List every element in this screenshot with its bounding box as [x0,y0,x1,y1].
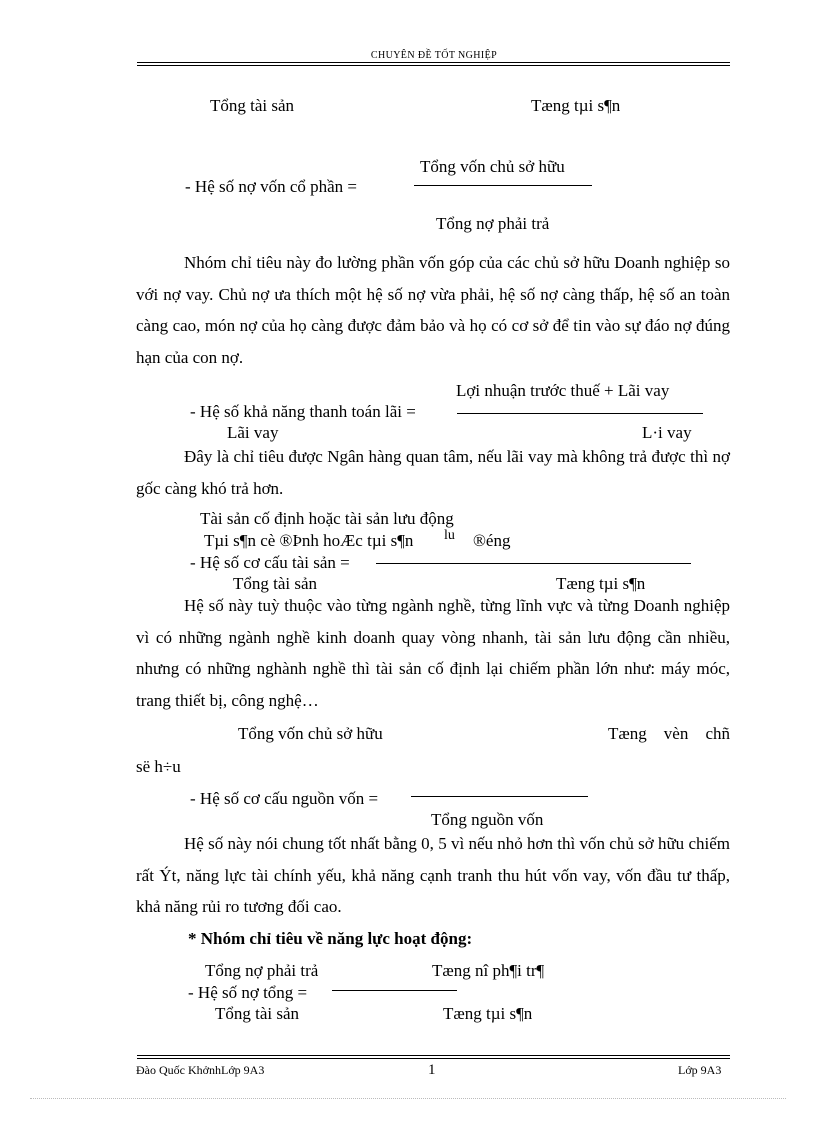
header-rule-top [137,62,730,63]
f4-fraction-line [411,796,588,797]
page-break-line [30,1098,786,1099]
paragraph-1 [136,247,730,373]
f5-numerator-alt: Tæng nî ph¶i tr¶ [432,961,545,980]
paragraph-3 [136,590,730,716]
paragraph-4-text: Hệ số này nói chung tốt nhất bằng 0, 5 vì nếu nhỏ hơn thì vốn chủ sở hữu chiếm rất Ýt, năng lực tài chính yếu, khả năng cạnh tranh thu hút vốn vay, vốn đầu tư thấp, khả năng rủi ro tương đối cao. [136,834,730,916]
f4-numerator-alt-b: së h÷u [136,757,181,776]
f4-numerator-alt-a: Tæng vèn chñ [608,724,730,743]
f3-numerator-alt-a: Tµi s¶n cè ®Þnh hoÆc tµi s¶n [204,531,414,550]
f2-numerator: Lợi nhuận trước thuế + Lãi vay [456,381,670,400]
paragraph-3-text: Hệ số này tuỳ thuộc vào từng ngành nghề, từng lĩnh vực và từng Doanh nghiệp vì có những ngành nghề kinh doanh quay vòng nhanh, tài sản lưu động cần nhiều, nhưng có những nghành nghề thì tài sản cố định lại chiếm phần lớn như: máy móc, trang thiết bị, công nghệ… [136,596,730,710]
f1-numerator: Tổng vốn chủ sở hữu [420,157,565,176]
f2-label: - Hệ số khả năng thanh toán lãi = [190,402,416,421]
f4-numerator: Tổng vốn chủ sở hữu [238,724,383,743]
f3-numerator-alt-b: lu [444,528,455,543]
page-number: 1 [428,1062,436,1078]
f1-fraction-line [414,185,592,186]
f5-label: - Hệ số nợ tổng = [188,983,308,1002]
f1-label: - Hệ số nợ vốn cổ phần = [185,177,358,196]
footer-rule-top [137,1055,730,1056]
f2-denominator-left: Lãi vay [227,423,279,442]
f2-denominator-right: L·i vay [642,423,692,442]
footer-rule-bottom [137,1058,730,1059]
f1-denominator: Tổng nợ phải trả [436,214,550,233]
f3-label: - Hệ số cơ cấu tài sản = [190,553,350,572]
top-right-text: Tæng tµi s¶n [531,96,621,115]
f5-denominator-right: Tæng tµi s¶n [443,1004,533,1023]
section-heading: * Nhóm chỉ tiêu về năng lực hoạt động: [188,929,473,948]
paragraph-2 [136,441,730,504]
f2-fraction-line [457,413,703,414]
top-left-text: Tổng tài sản [210,96,295,115]
header-title: CHUYÊN ĐỀ TỐT NGHIỆP [370,50,498,61]
f3-numerator-alt-c: ®éng [473,531,511,550]
paragraph-2-text: Đây là chỉ tiêu được Ngân hàng quan tâm, nếu lãi vay mà không trả được thì nợ gốc càng khó trả hơn. [136,447,730,498]
f3-denominator-left: Tổng tài sản [233,574,318,593]
f4-label: - Hệ số cơ cấu nguồn vốn = [190,789,379,808]
f3-denominator-right: Tæng tµi s¶n [556,574,646,593]
f5-denominator-left: Tổng tài sản [215,1004,300,1023]
f3-numerator: Tài sản cố định hoặc tài sản lưu động [200,509,454,528]
f5-numerator: Tổng nợ phải trả [205,961,319,980]
f5-fraction-line [332,990,457,991]
footer-class: Lớp 9A3 [678,1063,722,1077]
footer-author: Đào Quốc KhởnhLớp 9A3 [136,1063,265,1077]
f4-denominator: Tổng nguồn vốn [431,810,544,829]
header-rule-bottom [137,65,730,66]
f3-fraction-line [376,563,691,564]
paragraph-4 [136,828,730,923]
paragraph-1-text: Nhóm chỉ tiêu này đo lường phần vốn góp của các chủ sở hữu Doanh nghiệp so với nợ vay. Chủ nợ ưa thích một hệ số nợ vừa phải, hệ số nợ càng thấp, hệ số an toàn càng cao, món nợ của họ càng được đảm bảo và họ có cơ sở để tin vào sự đáo nợ đúng hạn của con nợ. [136,253,730,367]
